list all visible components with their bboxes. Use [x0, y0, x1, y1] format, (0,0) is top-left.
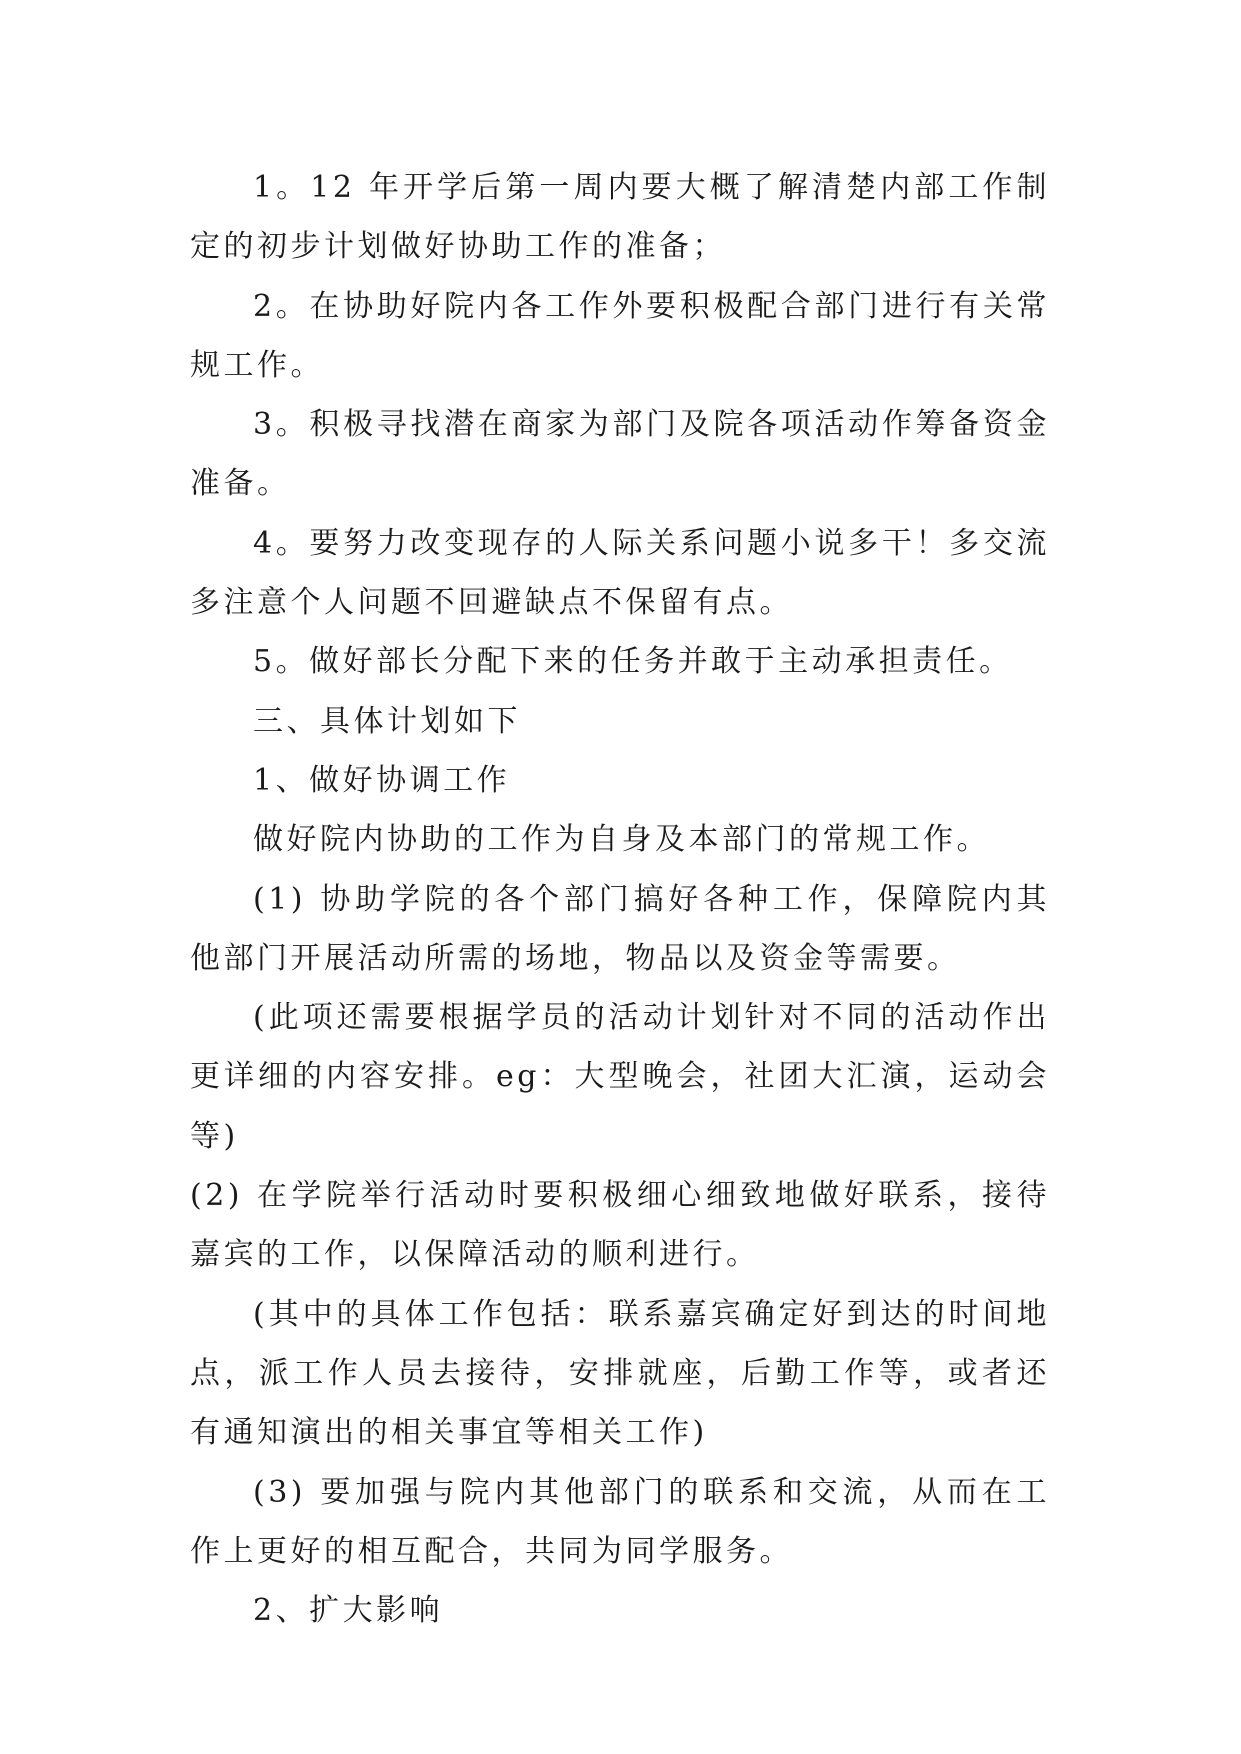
paragraph-coordination-intro: 做好院内协助的工作为自身及本部门的常规工作。: [253, 822, 990, 858]
paragraph-item-5: 5。做好部长分配下来的任务并敢于主动承担责任。: [253, 644, 1013, 680]
paragraph-note-a: (此项还需要根据学员的活动计划针对不同的活动作出更详细的内容安排。eg：大型晚会，社团大汇演，运动会等): [190, 1000, 1050, 1154]
subsection-heading-coordination: 1、做好协调工作: [253, 762, 511, 798]
paragraph-item-1: 1。12 年开学后第一周内要大概了解清楚内部工作制定的初步计划做好协助工作的准备；: [190, 170, 1050, 265]
paragraph-item-a: (1) 协助学院的各个部门搞好各种工作，保障院内其他部门开展活动所需的场地，物品以及资金等需要。: [190, 881, 1050, 976]
paragraph-item-c: (3) 要加强与院内其他部门的联系和交流，从而在工作上更好的相互配合，共同为同学服务。: [190, 1474, 1050, 1569]
paragraph-item-3: 3。积极寻找潜在商家为部门及院各项活动作筹备资金准备。: [190, 407, 1050, 502]
paragraph-item-4: 4。要努力改变现存的人际关系问题小说多干！多交流多注意个人问题不回避缺点不保留有点。: [190, 525, 1050, 621]
document-body: [190, 158, 1050, 1640]
paragraph-note-b: (其中的具体工作包括：联系嘉宾确定好到达的时间地点，派工作人员去接待，安排就座，后勤工作等，或者还有通知演出的相关事宜等相关工作): [190, 1296, 1050, 1451]
subsection-heading-influence: 2、扩大影响: [253, 1593, 444, 1629]
paragraph-item-2: 2。在协助好院内各工作外要积极配合部门进行有关常规工作。: [190, 288, 1050, 383]
paragraph-item-b: (2) 在学院举行活动时要积极细心细致地做好联系，接待嘉宾的工作，以保障活动的顺利进行。: [190, 1178, 1050, 1273]
section-heading-3: 三、具体计划如下: [253, 703, 521, 739]
